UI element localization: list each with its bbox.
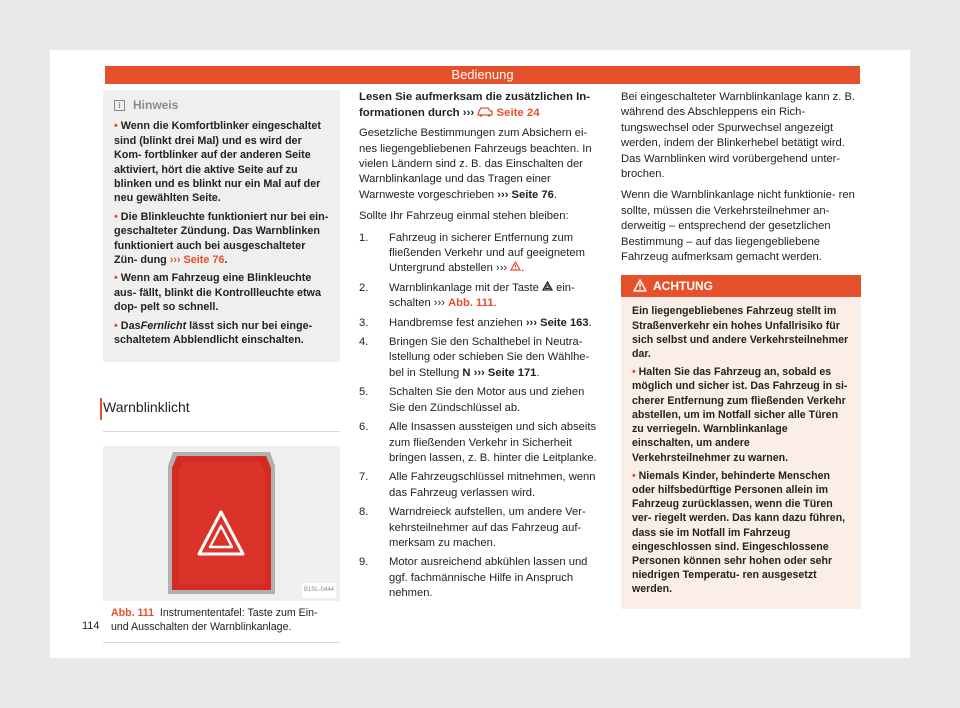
- list-item: 7. Alle Fahrzeugschlüssel mitnehmen, wenn das Fahrzeug verlassen wird.: [359, 471, 596, 499]
- paragraph: Bei eingeschalteter Warnblinkanlage kann z. B. während des Abschleppens ein Rich- tungswechsel oder Spurwechsel angezeigt werden, indem der Blinkerhebel betätigt wird. Das Warnblinken wird vorübergehend unter- brochen.: [621, 91, 856, 181]
- steps-list: [359, 231, 601, 602]
- paragraph: Wenn die Warnblinkanlage nicht funktionie- ren sollte, müssen die Verkehrsteilnehmer an- derweitig – entsprechend der gesetzlichen Bestimmung – auf das liegengebliebene Fahrzeug aufmerksam gemacht werden.: [621, 189, 855, 264]
- list-item: 2. Warnblinkanlage mit der Taste ein- schalten ››› Abb. 111.: [359, 281, 575, 310]
- figure-hazard-button: [103, 446, 340, 601]
- column-left: [103, 90, 340, 643]
- figure-link[interactable]: Abb. 111: [448, 297, 494, 310]
- hazard-button-illustration: [103, 446, 340, 601]
- list-item: 5. Schalten Sie den Motor aus und ziehen Sie den Zündschlüssel ab.: [359, 386, 585, 414]
- section-title: Warnblinklicht: [103, 400, 340, 415]
- car-breakdown-icon: [477, 106, 493, 117]
- bullet: •: [114, 210, 121, 223]
- warning-title: ACHTUNG: [653, 279, 713, 294]
- warning-box: [621, 275, 861, 608]
- warning-triangle-icon: [510, 261, 521, 271]
- list-item: 8. Warndreieck aufstellen, um andere Ver- kehrsteilnehmer auf das Fahrzeug auf- merksam zu machen.: [359, 506, 586, 549]
- bullet: •: [632, 469, 639, 482]
- list-item: 3. Handbremse fest anziehen ››› Seite 163.: [359, 316, 592, 329]
- page-link[interactable]: ››› Seite 76: [497, 188, 554, 201]
- column-middle: [359, 90, 601, 606]
- bullet: •: [632, 366, 639, 379]
- page-link[interactable]: ››› Seite 76: [169, 254, 225, 267]
- section-header: Bedienung: [105, 66, 860, 84]
- bullet: •: [114, 272, 121, 285]
- hint-item: • Die Blinkleuchte funktioniert nur bei ein- geschalteter Zündung. Das Warnblinken funktioniert auch bei ausgeschalteter Zün- dung ››› Seite 76.: [114, 210, 329, 267]
- warning-item: • Niemals Kinder, behinderte Menschen oder hilfsbedürftige Personen allein im Fahrzeug zurücklassen, wenn die Türen ver- riegelt werden. Das kann dazu führen, dass sie im Notfall im Fahrzeug eingeschlossen sind. Eingeschlossene Personen können sehr hohen oder sehr niedrigen Temperatu- ren ausgesetzt werden.: [632, 469, 846, 596]
- divider: [103, 431, 340, 432]
- info-icon: i: [114, 100, 125, 111]
- list-item: 4. Bringen Sie den Schalthebel in Neutra- lstellung oder schieben Sie den Wählhe- bel in Stellung N ››› Seite 171.: [359, 336, 590, 379]
- list-item: 1. Fahrzeug in sicherer Entfernung zum fließenden Verkehr und auf geeignetem Untergrund abstellen ››› .: [359, 231, 585, 275]
- list-item: 6. Alle Insassen aussteigen und sich abseits zum fließenden Verkehr in Sicherheit bringen lassen, z. B. hinter die Leitplanke.: [359, 421, 597, 464]
- warning-triangle-icon: [633, 279, 647, 292]
- figure-caption: Abb. 111 Instrumententafel: Taste zum Ein- und Ausschalten der Warnblinkanlage.: [103, 601, 340, 643]
- warning-item: • Halten Sie das Fahrzeug an, sobald es möglich und sicher ist. Das Fahrzeug in si- cherer Entfernung zum fließenden Verkehr abstellen, um im Notfall sicher alle Türen zu verriegeln. Warnblinkanlage einschalten, um andere Verkehrsteilnehmer zu warnen.: [632, 366, 848, 464]
- warning-intro: Ein liegengebliebenes Fahrzeug stellt im Straßenverkehr ein hohes Unfallrisiko für sich selbst und andere Verkehrsteilnehmer dar.: [632, 305, 849, 361]
- hazard-triangle-icon: [542, 281, 553, 291]
- page-link[interactable]: N ››› Seite 171: [462, 366, 537, 379]
- page-number: 114: [82, 620, 100, 632]
- hint-title: Hinweis: [133, 98, 179, 112]
- list-item: 9. Motor ausreichend abkühlen lassen und ggf. fachmännische Hilfe in Anspruch nehmen.: [359, 556, 588, 600]
- figure-label: Abb. 111: [111, 606, 154, 619]
- column-right: [621, 90, 861, 609]
- info-heading: Lesen Sie aufmerksam die zusätzlichen In- formationen durch ››› Seite 24: [359, 91, 591, 119]
- bullet: •: [114, 319, 121, 332]
- hint-item: • Wenn die Komfortblinker eingeschaltet sind (blinkt drei Mal) und es wird der Kom- fortblinker auf der anderen Seite aktiviert, hört die aktive Seite auf zu blinken und es blinkt nur ein Mal auf der neu gewählten Seite.: [114, 120, 321, 205]
- figure-code: B1SL-0444: [302, 583, 336, 598]
- bullet: •: [114, 120, 121, 133]
- hint-item: • Wenn am Fahrzeug eine Blinkleuchte aus- fällt, blinkt die Kontrollleuchte etwa dop- pelt so schnell.: [114, 272, 321, 314]
- paragraph: Sollte Ihr Fahrzeug einmal stehen bleiben:: [359, 210, 569, 223]
- hint-box: [103, 90, 340, 362]
- paragraph: Gesetzliche Bestimmungen zum Absichern ei- nes liegengebliebenen Fahrzeugs beachten. In vielen Ländern sind z. B. das Einschalten der Warnblinkanlage und das Tragen einer Warnweste vorgeschrieben ››› Seite 76.: [359, 127, 592, 201]
- page-link[interactable]: ››› Seite 163: [525, 316, 589, 329]
- page-link[interactable]: Seite 24: [493, 106, 540, 119]
- hint-item: • DasFernlicht lässt sich nur bei einge- schaltetem Abblendlicht einschalten.: [114, 319, 313, 347]
